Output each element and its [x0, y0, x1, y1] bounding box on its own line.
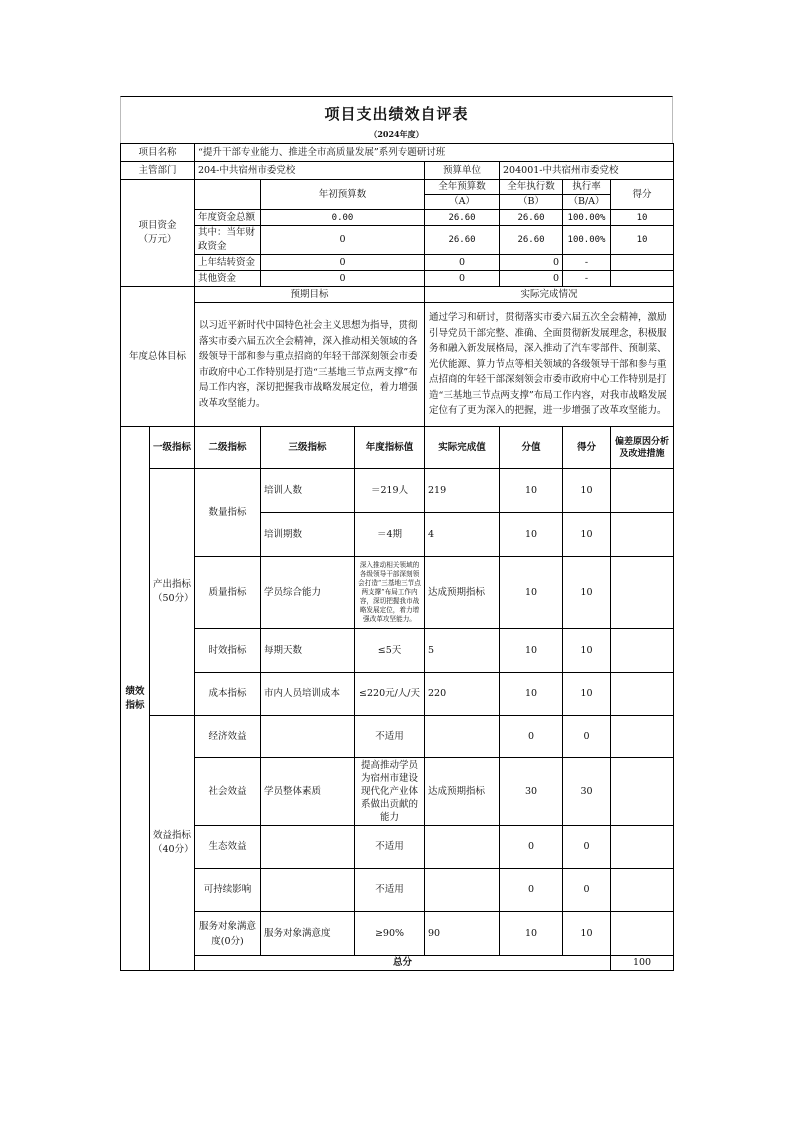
- level2-cell: 可持续影响: [195, 869, 261, 912]
- initial-budget-header: 年初预算数: [261, 180, 425, 210]
- output-label-line1: 产出指标: [153, 579, 192, 590]
- target-cell: ≤220元/人/天: [355, 673, 425, 716]
- score-cell: 0: [563, 716, 611, 758]
- table-row: [121, 557, 674, 629]
- rate-code: （B/A）: [563, 195, 611, 210]
- funds-row-executed: 0: [500, 255, 563, 271]
- weight-cell: 30: [500, 758, 563, 826]
- score-cell: 30: [563, 758, 611, 826]
- department-row: [121, 162, 674, 180]
- funds-row-name: 其他资金: [195, 271, 261, 287]
- satisfaction-level2: 服务对象满意度(0分): [195, 912, 261, 956]
- weight-cell: 10: [500, 557, 563, 629]
- funds-row-rate: -: [563, 271, 611, 287]
- target-cell: ≤5天: [355, 629, 425, 673]
- level1-header: 一级指标: [150, 427, 195, 469]
- score-cell: 10: [563, 673, 611, 716]
- level2-cell: 生态效益: [195, 826, 261, 869]
- quantity-indicator-label: 数量指标: [195, 469, 261, 557]
- budget-code: （A）: [425, 195, 500, 210]
- performance-label-line2: 指标: [125, 699, 145, 711]
- level3-cell: 培训人数: [261, 469, 355, 513]
- funds-row-executed: 0: [500, 271, 563, 287]
- score-cell: 10: [563, 629, 611, 673]
- table-row: [121, 629, 674, 673]
- target-cell: 深入推动相关领域的各级领导干部深刻领会打造“三基地三节点两支撑”布局工作内容，深切把握我市战略发展定位，着力增强改革攻坚能力。: [355, 557, 425, 629]
- funds-row-score: 10: [611, 210, 674, 226]
- annual-value-header: 年度指标值: [355, 427, 425, 469]
- level2-cell: 社会效益: [195, 758, 261, 826]
- funds-row-rate: 100.00%: [563, 226, 611, 255]
- expected-goal-text: 以习近平新时代中国特色社会主义思想为指导，贯彻落实市委六届五次全会精神，深入推动相关领域的各级领导干部和参与重点招商的年轻干部深刻领会市委市政府中心工作特别是打造“三基地三节点两支撑”布局工作内容，深切把握我市战略发展定位，着力增强改革攻坚能力。: [195, 303, 425, 427]
- score-cell: 0: [563, 869, 611, 912]
- funds-row: [121, 210, 674, 226]
- funds-row-score: 10: [611, 226, 674, 255]
- total-label: 总分: [195, 956, 611, 971]
- dept-label: 主管部门: [121, 162, 195, 180]
- funds-row-executed: 26.60: [500, 226, 563, 255]
- satisfaction-level3: 服务对象满意度: [261, 912, 355, 956]
- funds-row: [121, 255, 674, 271]
- target-cell: ＝219人: [355, 469, 425, 513]
- actual-goal-text: 通过学习和研讨，贯彻落实市委六届五次全会精神，激励引导党员干部完整、准确、全面贯彻新发展理念，积极服务和融入新发展格局，深入推动了汽车零部件、预制菜、光伏能源、算力节点等相关领域的各级领导干部和参与重点招商的年轻干部深刻领会市委市政府中心工作特别是打造“三基地三节点两支撑”布局工作内容，对我市战略发展定位有了更为深入的把握，进一步增强了改革攻坚能力。: [425, 303, 674, 427]
- weight-cell: 10: [500, 673, 563, 716]
- funds-row-initial: 0: [261, 255, 425, 271]
- table-row: [121, 673, 674, 716]
- actual-goal-header: 实际完成情况: [425, 287, 674, 303]
- actual-cell: 219: [425, 469, 500, 513]
- unit-value: 204001-中共宿州市委党校: [500, 162, 674, 180]
- target-cell: 不适用: [355, 869, 425, 912]
- funds-row-rate: 100.00%: [563, 210, 611, 226]
- level2-cell: 质量指标: [195, 557, 261, 629]
- actual-cell: [425, 716, 500, 758]
- actual-cell: 5: [425, 629, 500, 673]
- actual-cell: 220: [425, 673, 500, 716]
- score-header: 得分: [563, 427, 611, 469]
- weight-cell: 0: [500, 826, 563, 869]
- funds-label: [121, 180, 195, 287]
- deviation-header: 偏差原因分析及改进措施: [611, 427, 674, 469]
- benefit-label-line1: 效益指标: [153, 830, 192, 841]
- weight-cell: 10: [500, 469, 563, 513]
- project-name-row: [121, 144, 674, 162]
- funds-row: [121, 271, 674, 287]
- funds-row-annual: 0: [425, 255, 500, 271]
- level3-cell: 学员整体素质: [261, 758, 355, 826]
- table-row: [121, 758, 674, 826]
- goals-label: 年度总体目标: [121, 287, 195, 427]
- output-label-line2: （50分）: [153, 593, 194, 604]
- expected-goal-header: 预期目标: [195, 287, 425, 303]
- score-cell: 10: [563, 557, 611, 629]
- target-cell: 提高推动学员为宿州市建设现代化产业体系做出贡献的能力: [355, 758, 425, 826]
- level3-cell: 每期天数: [261, 629, 355, 673]
- full-year-budget-header: 全年预算数: [425, 180, 500, 195]
- weight-header: 分值: [500, 427, 563, 469]
- funds-row-score: [611, 271, 674, 287]
- target-cell: ＝4期: [355, 513, 425, 557]
- page-title: 项目支出绩效自评表: [120, 96, 673, 129]
- funds-row-initial: 0: [261, 226, 425, 255]
- funds-row-name: 其中：当年财政资金: [195, 226, 261, 255]
- actual-cell: 达成预期指标: [425, 557, 500, 629]
- funds-row-annual: 26.60: [425, 226, 500, 255]
- evaluation-table: [120, 143, 674, 971]
- satisfaction-weight: 10: [500, 912, 563, 956]
- level2-header: 二级指标: [195, 427, 261, 469]
- actual-cell: [425, 826, 500, 869]
- satisfaction-target: ≥90%: [355, 912, 425, 956]
- performance-label-line1: 绩效: [125, 685, 145, 697]
- goals-content-row: [121, 303, 674, 427]
- weight-cell: 0: [500, 716, 563, 758]
- actual-value-header: 实际完成值: [425, 427, 500, 469]
- table-row: [121, 869, 674, 912]
- level2-cell: 成本指标: [195, 673, 261, 716]
- funds-label-line2: （万元）: [138, 234, 177, 245]
- actual-cell: 4: [425, 513, 500, 557]
- benefit-indicator-label: [150, 716, 195, 971]
- table-row: [121, 469, 674, 513]
- actual-cell: 达成预期指标: [425, 758, 500, 826]
- actual-cell: [425, 869, 500, 912]
- level3-cell: 培训期数: [261, 513, 355, 557]
- target-cell: 不适用: [355, 826, 425, 869]
- executed-code: （B）: [500, 195, 563, 210]
- score-cell: 10: [563, 513, 611, 557]
- weight-cell: 10: [500, 513, 563, 557]
- funds-score-header: 得分: [611, 180, 674, 210]
- report-year: （2024年度）: [120, 129, 673, 143]
- funds-row-initial: 0: [261, 271, 425, 287]
- level2-cell: 经济效益: [195, 716, 261, 758]
- funds-row-name: 上年结转资金: [195, 255, 261, 271]
- unit-label: 预算单位: [425, 162, 500, 180]
- self-evaluation-sheet: [120, 96, 673, 971]
- benefit-label-line2: （40分）: [153, 844, 194, 855]
- level3-cell: [261, 869, 355, 912]
- level3-cell: [261, 826, 355, 869]
- table-row: [121, 716, 674, 758]
- funds-row-initial: 0.00: [261, 210, 425, 226]
- table-row: [121, 912, 674, 956]
- funds-row: [121, 226, 674, 255]
- dept-value: 204-中共宿州市委党校: [195, 162, 425, 180]
- table-row: [121, 826, 674, 869]
- rate-header: 执行率: [563, 180, 611, 195]
- performance-label: [121, 427, 150, 971]
- funds-row-name: 年度资金总额: [195, 210, 261, 226]
- weight-cell: 10: [500, 629, 563, 673]
- level3-header: 三级指标: [261, 427, 355, 469]
- level3-cell: [261, 716, 355, 758]
- score-cell: 10: [563, 469, 611, 513]
- level3-cell: 学员综合能力: [261, 557, 355, 629]
- target-cell: 不适用: [355, 716, 425, 758]
- level3-cell: 市内人员培训成本: [261, 673, 355, 716]
- indicator-header-row: [121, 427, 674, 469]
- project-name-value: “提升干部专业能力、推进全市高质量发展”系列专题研讨班: [195, 144, 674, 162]
- level2-cell: 时效指标: [195, 629, 261, 673]
- total-row: [121, 956, 674, 971]
- funds-row-annual: 0: [425, 271, 500, 287]
- goals-header-row: [121, 287, 674, 303]
- funds-header-row: [121, 180, 674, 195]
- funds-row-annual: 26.60: [425, 210, 500, 226]
- output-indicator-label: [150, 469, 195, 716]
- total-weight: 100: [611, 956, 674, 971]
- satisfaction-score: 10: [563, 912, 611, 956]
- project-name-label: 项目名称: [121, 144, 195, 162]
- funds-row-executed: 26.60: [500, 210, 563, 226]
- score-cell: 0: [563, 826, 611, 869]
- funds-row-rate: -: [563, 255, 611, 271]
- funds-row-score: [611, 255, 674, 271]
- funds-label-line1: 项目资金: [138, 220, 177, 231]
- executed-header: 全年执行数: [500, 180, 563, 195]
- satisfaction-actual: 90: [425, 912, 500, 956]
- weight-cell: 0: [500, 869, 563, 912]
